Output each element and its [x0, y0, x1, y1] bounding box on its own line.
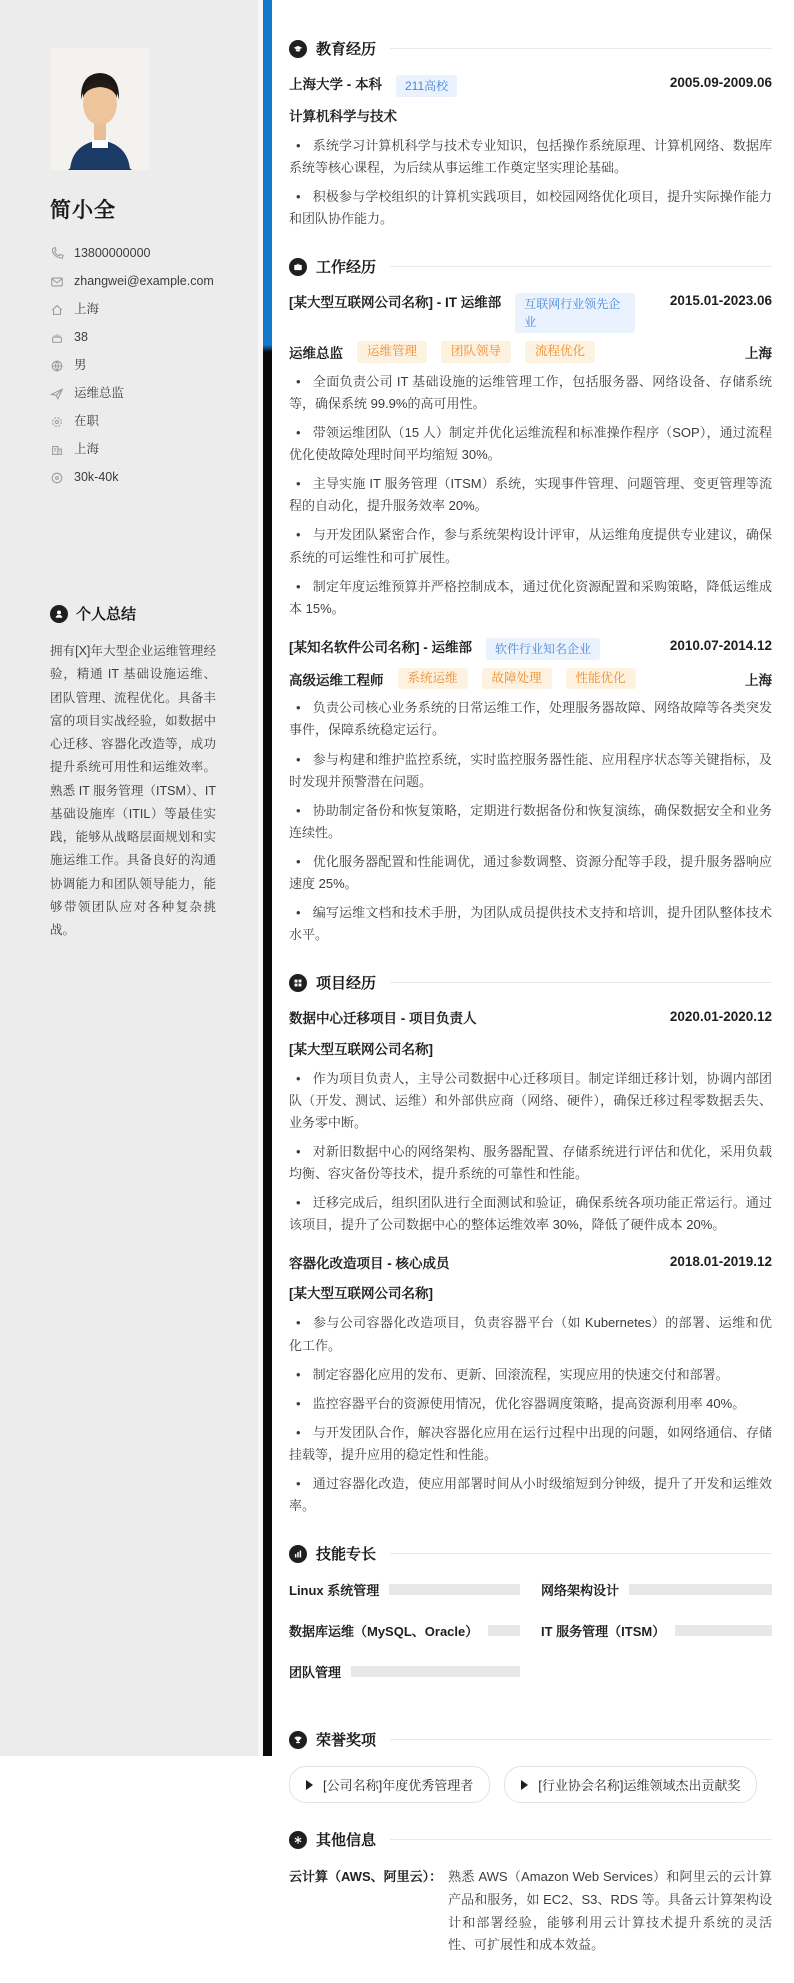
project-company: [某大型互联网公司名称] [289, 1041, 433, 1057]
skill-tag: 系统运维 [398, 668, 468, 690]
accent-stripe [263, 0, 272, 1756]
honor-item [289, 1766, 490, 1803]
portrait-illustration [50, 48, 150, 170]
work-section [289, 256, 772, 946]
section-title: 荣誉奖项 [316, 1732, 377, 1750]
skill-label: 网络架构设计 [541, 1583, 620, 1599]
contact-item-phone [50, 246, 216, 261]
project-company: [某大型互联网公司名称] [289, 1286, 433, 1302]
email-icon [50, 275, 64, 289]
project-bullet: • 对新旧数据中心的网络架构、服务器配置、存储系统进行评估和优化，采用负载均衡、容灾备份等技术，提升系统的可靠性和性能。 [289, 1141, 772, 1185]
work-bullet: • 参与构建和维护监控系统，实时监控服务器性能、应用程序状态等关键指标，及时发现并预警潜在问题。 [289, 749, 772, 793]
bullet-dot: • [296, 1475, 301, 1491]
skill-tag: 故障处理 [482, 668, 552, 690]
work-bullet: • 主导实施 IT 服务管理（ITSM）系统，实现事件管理、问题管理、变更管理等流程的自动化，提升服务效率 20%。 [289, 473, 772, 517]
section-rule [390, 1839, 772, 1840]
work-bullet: • 负责公司核心业务系统的日常运维工作，处理服务器故障、网络故障等各类突发事件，保障系统稳定运行。 [289, 697, 772, 741]
contact-value: zhangwei@example.com [74, 274, 214, 288]
bullet-dot: • [296, 373, 301, 389]
work-bullet: • 带领运维团队（15 人）制定并优化运维流程和标准操作程序（SOP），通过流程优化使故障处理时间平均缩短 30%。 [289, 422, 772, 466]
gender-icon [50, 359, 64, 373]
other-info-label: 云计算（AWS、阿里云）： [289, 1869, 443, 1885]
bullet-dot: • [296, 1395, 301, 1411]
skill-progress-bar [675, 1625, 772, 1636]
skill-item [289, 1621, 520, 1640]
skill-tag: 团队领导 [441, 341, 511, 363]
salary-icon [50, 471, 64, 485]
contact-value: 30k-40k [74, 470, 119, 484]
education-bullet: • 积极参与学校组织的计算机实践项目，如校园网络优化项目，提升实际操作能力和团队协作能力。 [289, 186, 772, 230]
work-location: 上海 [745, 672, 772, 688]
section-rule [390, 1739, 772, 1740]
skill-label: IT 服务管理（ITSM） [541, 1624, 666, 1640]
contact-item-job-status [50, 414, 216, 429]
contact-item-hometown [50, 302, 216, 317]
skill-tag: 流程优化 [525, 341, 595, 363]
honor-label: [行业协会名称]运维领域杰出贡献奖 [538, 1778, 741, 1794]
skill-item [541, 1580, 772, 1599]
work-bullet: • 编写运维文档和技术手册，为团队成员提供技术支持和培训，提升团队整体技术水平。 [289, 902, 772, 946]
age-icon [50, 331, 64, 345]
work-date: 2015.01-2023.06 [669, 293, 772, 309]
bullet-dot: • [296, 802, 301, 818]
section-rule [390, 1553, 772, 1554]
work-bullet: • 全面负责公司 IT 基础设施的运维管理工作，包括服务器、网络设备、存储系统等，确保系统 99.9%的高可用性。 [289, 371, 772, 415]
work-entry [289, 638, 772, 946]
skill-label: Linux 系统管理 [289, 1583, 380, 1599]
play-icon [521, 1780, 528, 1790]
company-badge: 软件行业知名企业 [486, 638, 600, 660]
personal-summary-section [50, 603, 216, 942]
contact-item-age [50, 330, 216, 345]
contact-value: 38 [74, 330, 88, 344]
company-name: [某大型互联网公司名称] - IT 运维部 [289, 295, 502, 311]
contact-item-city [50, 442, 216, 457]
bullet-dot: • [296, 138, 301, 153]
skill-item [289, 1662, 520, 1681]
candidate-name: 简小全 [50, 199, 116, 222]
bullet-dot: • [296, 578, 301, 594]
education-section [289, 38, 772, 230]
honors-section [289, 1729, 772, 1803]
section-rule [390, 48, 772, 49]
project-bullet: • 迁移完成后，组织团队进行全面测试和验证，确保系统各项功能正常运行。通过该项目，提升了公司数据中心的整体运维效率 30%，降低了硬件成本 20%。 [289, 1192, 772, 1236]
major-name: 计算机科学与技术 [289, 109, 397, 124]
job-title: 高级运维工程师 [289, 672, 384, 688]
education-date: 2005.09-2009.06 [669, 75, 772, 90]
section-title: 项目经历 [316, 975, 377, 993]
bullet-dot: • [296, 700, 301, 716]
work-bullet: • 协助制定备份和恢复策略，定期进行数据备份和恢复演练，确保数据安全和业务连续性。 [289, 800, 772, 844]
skill-progress-bar [488, 1625, 520, 1636]
honor-label: [公司名称]年度优秀管理者 [323, 1778, 474, 1794]
project-bullet: • 参与公司容器化改造项目，负责容器平台（如 Kubernetes）的部署、运维和优化工作。 [289, 1312, 772, 1356]
company-badge: 互联网行业领先企业 [515, 293, 635, 333]
position-icon [50, 387, 64, 401]
sidebar [0, 0, 258, 1756]
bullet-dot: • [296, 1143, 301, 1159]
work-bullet: • 制定年度运维预算并严格控制成本，通过优化资源配置和采购策略，降低运维成本 15%。 [289, 576, 772, 620]
person-icon [50, 605, 68, 623]
trophy-icon [289, 1731, 307, 1749]
contact-item-position [50, 386, 216, 401]
bullet-dot: • [296, 1424, 301, 1440]
other-info-section [289, 1829, 772, 1957]
play-icon [306, 1780, 313, 1790]
work-entry [289, 293, 772, 619]
bullet-dot: • [296, 189, 301, 205]
project-name: 容器化改造项目 - 核心成员 [289, 1256, 450, 1272]
grid-icon [289, 974, 307, 992]
work-date: 2010.07-2014.12 [669, 637, 772, 653]
skill-tag: 运维管理 [357, 341, 427, 363]
project-bullet: • 通过容器化改造，使应用部署时间从小时级缩短到分钟级，提升了开发和运维效率。 [289, 1473, 772, 1517]
contact-item-salary [50, 470, 216, 485]
projects-section [289, 972, 772, 1517]
bullet-dot: • [296, 751, 301, 767]
bullet-dot: • [296, 425, 301, 441]
project-bullet: • 监控容器平台的资源使用情况，优化容器调度策略，提高资源利用率 40%。 [289, 1393, 772, 1415]
bullet-dot: • [296, 476, 301, 492]
skills-section [289, 1543, 772, 1703]
bullet-dot: • [296, 1194, 301, 1210]
project-entry [289, 1254, 772, 1517]
skill-progress-bar [351, 1666, 520, 1677]
bullet-dot: • [296, 1070, 301, 1086]
bullet-dot: • [296, 853, 301, 869]
section-title: 工作经历 [316, 259, 377, 277]
company-name: [某知名软件公司名称] - 运维部 [289, 639, 472, 655]
project-bullet: • 与开发团队合作，解决容器化应用在运行过程中出现的问题，如网络通信、存储挂载等，提升应用的稳定性和性能。 [289, 1422, 772, 1466]
phone-icon [50, 247, 64, 261]
work-bullet: • 与开发团队紧密合作，参与系统架构设计评审，从运维角度提供专业建议，确保系统的可运维性和可扩展性。 [289, 524, 772, 568]
summary-title: 个人总结 [76, 606, 137, 623]
section-title: 其他信息 [316, 1832, 377, 1850]
section-title: 技能专长 [316, 1546, 377, 1564]
skill-item [541, 1621, 772, 1640]
work-location: 上海 [745, 346, 772, 362]
other-info-text: 熟悉 AWS（Amazon Web Services）和阿里云的云计算产品和服务，如 EC2、S3、RDS 等。具备云计算架构设计和部署经验，能够利用云计算技术提升系统的灵活性、可扩展性和成本效益。 [448, 1869, 772, 1953]
skill-progress-bar [629, 1584, 772, 1595]
project-bullet: • 作为项目负责人，主导公司数据中心迁移项目。制定详细迁移计划，协调内部团队（开发、测试、运维）和外部供应商（网络、硬件），确保迁移过程零数据丢失、业务零中断。 [289, 1068, 772, 1134]
project-date: 2018.01-2019.12 [669, 1254, 772, 1270]
honor-item [504, 1766, 757, 1803]
contact-value: 在职 [74, 414, 100, 428]
home-icon [50, 303, 64, 317]
skill-label: 数据库运维（MySQL、Oracle） [289, 1624, 479, 1640]
summary-text: 拥有[X]年大型企业运维管理经验，精通 IT 基础设施运维、团队管理、流程优化。具备丰富的项目实战经验，如数据中心迁移、容器化改造等，成功提升系统可用性和运维效率。熟悉 IT 服务管理（ITSM）、IT 基础设施库（ITIL）等最佳实践，能够从战略层面规划和实施运维工作。具备良好的沟通协调能力和团队领导能力，能够带领团队应对各种复杂挑战。 [50, 644, 216, 937]
bullet-dot: • [296, 1366, 301, 1382]
education-bullet: • 系统学习计算机科学与技术专业知识，包括操作系统原理、计算机网络、数据库系统等核心课程，为后续从事运维工作奠定坚实理论基础。 [289, 135, 772, 179]
school-name: 上海大学 - 本科 [289, 77, 382, 92]
section-rule [390, 266, 772, 267]
city-icon [50, 443, 64, 457]
contact-value: 上海 [74, 442, 100, 456]
bullet-dot: • [296, 1315, 301, 1331]
briefcase-icon [289, 258, 307, 276]
bullet-dot: • [296, 527, 301, 543]
resume-main [289, 0, 772, 1983]
project-name: 数据中心迁移项目 - 项目负责人 [289, 1011, 477, 1027]
project-date: 2020.01-2020.12 [669, 1009, 772, 1025]
school-badge: 211高校 [396, 75, 457, 97]
contact-value: 运维总监 [74, 386, 125, 400]
skill-tag: 性能优化 [566, 668, 636, 690]
contact-value: 男 [74, 358, 87, 372]
bullet-dot: • [296, 905, 301, 921]
asterisk-icon [289, 1831, 307, 1849]
section-title: 教育经历 [316, 41, 377, 58]
work-bullet: • 优化服务器配置和性能调优，通过参数调整、资源分配等手段，提升服务器响应速度 25%。 [289, 851, 772, 895]
graduation-cap-icon [289, 40, 307, 58]
contact-item-email [50, 274, 216, 289]
job-title: 运维总监 [289, 346, 343, 362]
profile-photo [50, 48, 150, 170]
project-bullet: • 制定容器化应用的发布、更新、回滚流程，实现应用的快速交付和部署。 [289, 1364, 772, 1386]
skill-label: 团队管理 [289, 1665, 342, 1681]
skill-item [289, 1580, 520, 1599]
project-entry [289, 1009, 772, 1236]
contact-item-gender [50, 358, 216, 373]
job-status-icon [50, 415, 64, 429]
bar-chart-icon [289, 1545, 307, 1563]
skill-progress-bar [389, 1584, 520, 1595]
contact-value: 上海 [74, 302, 100, 316]
contact-value: 13800000000 [74, 246, 151, 260]
section-rule [390, 982, 772, 983]
